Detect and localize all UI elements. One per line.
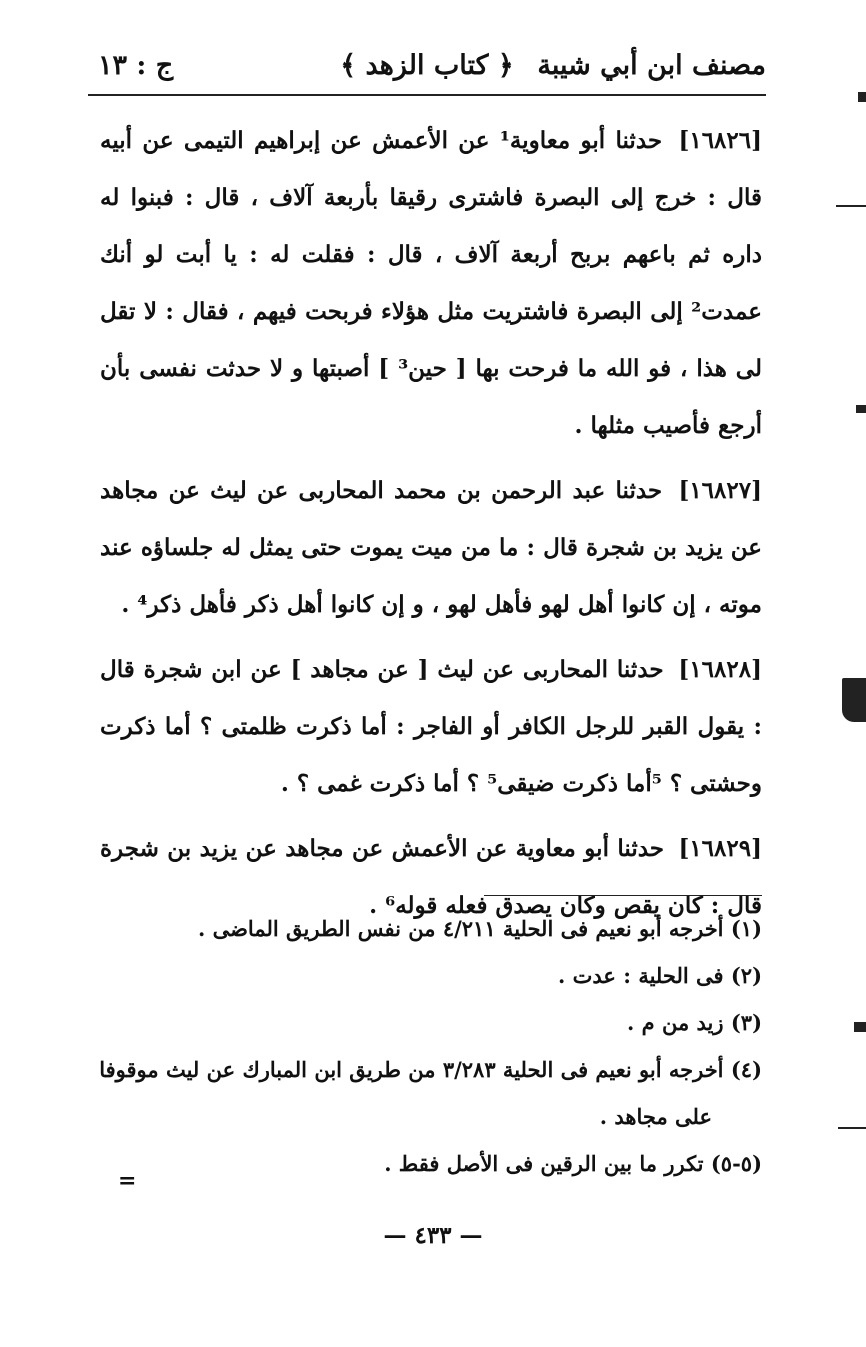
scan-edge-mark [842,678,866,722]
hadith-entry [100,462,762,633]
continuation-mark: = [118,1168,137,1194]
footnote [96,1140,762,1187]
scan-edge-mark [836,205,866,207]
volume-number: ج : ١٣ [98,50,174,81]
hadith-number: [١٦٨٢٩] [678,835,762,862]
footnote-label: (٣) [730,1010,762,1035]
footnote-label: (٤) [730,1057,762,1082]
main-text [100,112,762,942]
footnote-text: على مجاهد . [599,1104,712,1129]
footnotes [96,905,762,1187]
footnote-text: أخرجه أبو نعيم فى الحلية ٣/٢٨٣ من طريق ابن المبارك عن ليث موقوفا [99,1057,724,1082]
hadith-entry [100,641,762,812]
hadith-text: حدثنا عبد الرحمن بن محمد المحاربى عن ليث عن مجاهد عن يزيد بن شجرة قال : ما من ميت يموت حتى يمثل له جلساؤه عند موته ، إن كانوا أهل لهو فأهل لهو ، و إن كانوا أهل ذكر فأهل ذكر⁴ . [100,477,762,618]
hadith-text: حدثنا أبو معاوية عن الأعمش عن مجاهد عن يزيد بن شجرة قال : كان يقص وكان يصدق فعله قوله⁶ . [100,835,762,919]
footnote-text: فى الحلية : عدت . [558,963,724,988]
footnote-label: (٥-٥) [710,1151,762,1176]
book-title: مصنف ابن أبي شيبة [537,50,766,81]
hadith-text: حدثنا أبو معاوية¹ عن الأعمش عن إبراهيم التيمى عن أبيه قال : خرج إلى البصرة فاشترى رقيقا بأربعة آلاف ، قال : فبنوا له داره ثم باعهم بربح أربعة آلاف ، قال : فقلت له : يا أبت لو أنك عمدت² إلى البصرة فاشتريت مثل هؤلاء فربحت فيهم ، فقال : لا تقل لى هذا ، فو الله ما فرحت بها [ حين³ ] أصبتها و لا حدثت نفسى بأن أرجع فأصيب مثلها . [100,127,762,439]
footnote-label: (٢) [730,963,762,988]
footnote-text: أخرجه أبو نعيم فى الحلية ٤/٢١١ من نفس الطريق الماضى . [197,916,724,941]
running-header [88,38,766,96]
footnote-text: تكرر ما بين الرقين فى الأصل فقط . [384,1151,704,1176]
hadith-number: [١٦٨٢٦] [678,127,763,154]
footnote [96,952,762,999]
hadith-number: [١٦٨٢٨] [678,656,762,683]
footnote-continuation [96,1093,762,1140]
scan-edge-mark [856,405,866,413]
footnote [96,999,762,1046]
footnote-label: (١) [730,916,762,941]
footnote-divider [484,895,762,896]
footnote-text: زيد من م . [627,1010,724,1035]
footnote [96,1046,762,1093]
footnote [96,905,762,952]
chapter-title: ﴿ كتاب الزهد ﴾ [340,50,514,81]
hadith-text: حدثنا المحاربى عن ليث [ عن مجاهد ] عن ابن شجرة قال : يقول القبر للرجل الكافر أو الفاجر : أما ذكرت ظلمتى ؟ أما ذكرت وحشتى ؟ ⁵أما ذكرت ضيقى⁵ ؟ أما ذكرت غمى ؟ . [100,656,762,797]
scan-edge-mark [854,1022,866,1032]
hadith-entry [100,112,762,454]
scan-edge-mark [858,92,866,102]
hadith-number: [١٦٨٢٧] [678,477,762,504]
page-number: — ٤٣٣ — [383,1222,483,1249]
scan-edge-mark [838,1127,866,1129]
